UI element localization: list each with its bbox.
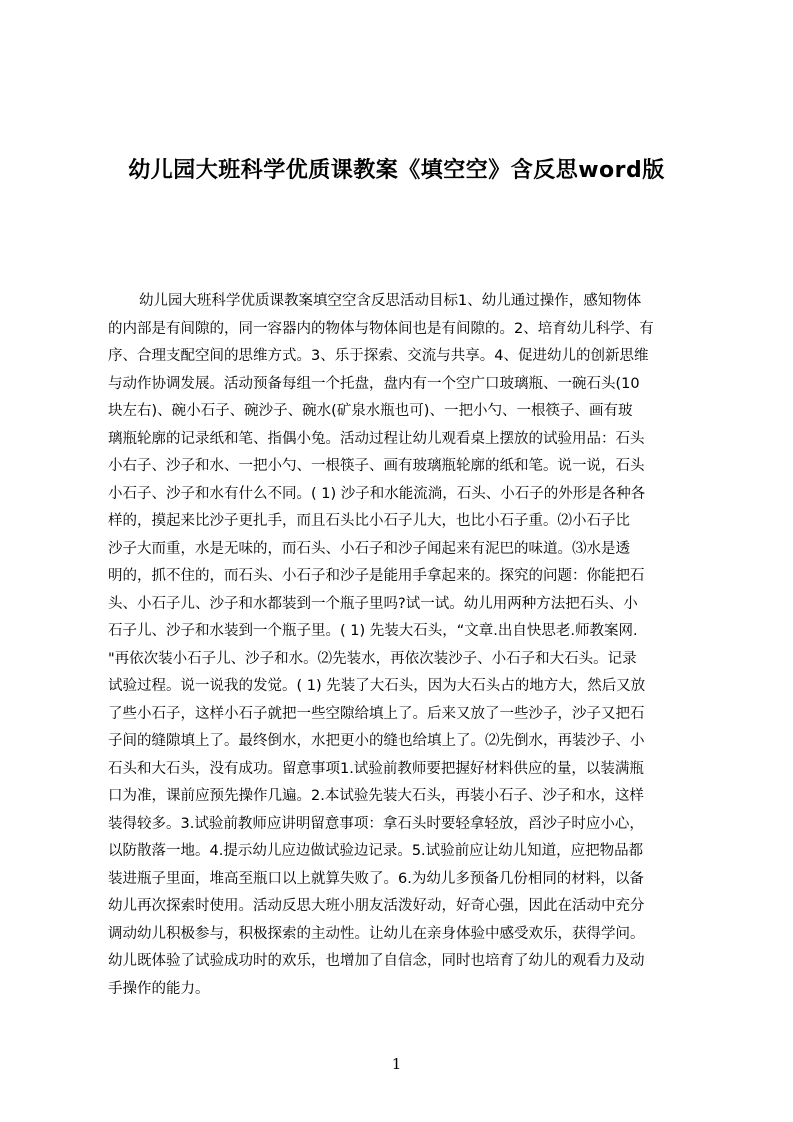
- body-line: 子间的缝隙填上了。最终倒水，水把更小的缝也给填上了。⑵先倒水，再装沙子、小: [108, 733, 645, 749]
- body-line: 手操作的能力。: [108, 980, 210, 997]
- body-line: 序、合理支配空间的思维方式。3、乐于探索、交流与共享。4、促进幼儿的创新思维: [108, 348, 649, 364]
- body-line: 以防散落一地。4.提示幼儿应边做试验边记录。5.试验前应让幼儿知道，应把物品都: [108, 843, 644, 859]
- body-line: 试验过程。说一说我的发觉。( 1) 先装了大石头，因为大石头占的地方大，然后又放: [108, 678, 646, 694]
- body-line: 头、小石子儿、沙子和水都装到一个瓶子里吗?试一试。幼儿用两种方法把石头、小: [108, 595, 638, 612]
- body-line: 石子儿、沙子和水装到一个瓶子里。( 1) 先装大石头，“文章.出自快思老.师教案网.: [108, 623, 638, 639]
- body-line: 装得较多。3.试验前教师应讲明留意事项：拿石头时要轻拿轻放，舀沙子时应小心，: [108, 815, 644, 832]
- body-line: 璃瓶轮廓的记录纸和笔、指偶小兔。活动过程让幼儿观看桌上摆放的试验用品：石头: [108, 430, 645, 447]
- body-line: 石头和大石头，没有成功。留意事项1.试验前教师要把握好材料供应的量，以装满瓶: [108, 760, 644, 777]
- document-title: 幼儿园大班科学优质课教案《填空空》含反思word版: [128, 157, 665, 183]
- body-line: 小石子、沙子和水有什么不同。( 1) 沙子和水能流淌，石头、小石子的外形是各种各: [108, 485, 646, 502]
- body-line: 幼儿既体验了试验成功时的欢乐，也增加了自信念，同时也培育了幼儿的观看力及动: [108, 953, 645, 969]
- body-line: 了些小石子，这样小石子就把一些空隙给填上了。后来又放了一些沙子，沙子又把石: [108, 705, 645, 722]
- body-line: 小右子、沙子和水、一把小勺、一根筷子、画有玻璃瓶轮廓的纸和笔。说一说，石头: [108, 458, 645, 474]
- body-line: 样的，摸起来比沙子更扎手，而且石头比小石子儿大，也比小石子重。⑵小石子比: [108, 513, 630, 529]
- body-line: 调动幼儿积极参与，积极探索的主动性。让幼儿在亲身体验中感受欢乐，获得学问。: [108, 925, 645, 942]
- body-line: 与动作协调发展。活动预备每组一个托盘，盘内有一个空广口玻璃瓶、一碗石头(10: [108, 375, 640, 392]
- body-line: 装进瓶子里面，堆高至瓶口以上就算失败了。6.为幼儿多预备几份相同的材料，以备: [108, 870, 644, 887]
- document-body: [108, 288, 697, 997]
- body-line: 口为准，课前应预先操作几遍。2.本试验先装大石头，再装小石子、沙子和水，这样: [108, 788, 644, 804]
- body-line: 沙子大而重，水是无味的，而石头、小石子和沙子闻起来有泥巴的味道。⑶水是透: [108, 540, 630, 557]
- body-line: 幼儿再次探索时使用。活动反思大班小朋友活泼好动，好奇心强，因此在活动中充分: [108, 898, 645, 914]
- body-line: "再依次装小石子儿、沙子和水。⑵先装水，再依次装沙子、小石子和大石头。记录: [108, 650, 637, 667]
- body-line: 块左右)、碗小石子、碗沙子、碗水(矿泉水瓶也可)、一把小勺、一根筷子、画有玻: [108, 403, 633, 419]
- body-line: 明的，抓不住的，而石头、小石子和沙子是能用手拿起来的。探究的问题：你能把石: [108, 568, 645, 584]
- body-line: 的内部是有间隙的，同一容器内的物体与物体间也是有间隙的。2、培育幼儿科学、有: [108, 320, 654, 337]
- page-number: 1: [391, 1055, 402, 1073]
- body-line: 幼儿园大班科学优质课教案填空空含反思活动目标1、幼儿通过操作，感知物体: [139, 293, 642, 309]
